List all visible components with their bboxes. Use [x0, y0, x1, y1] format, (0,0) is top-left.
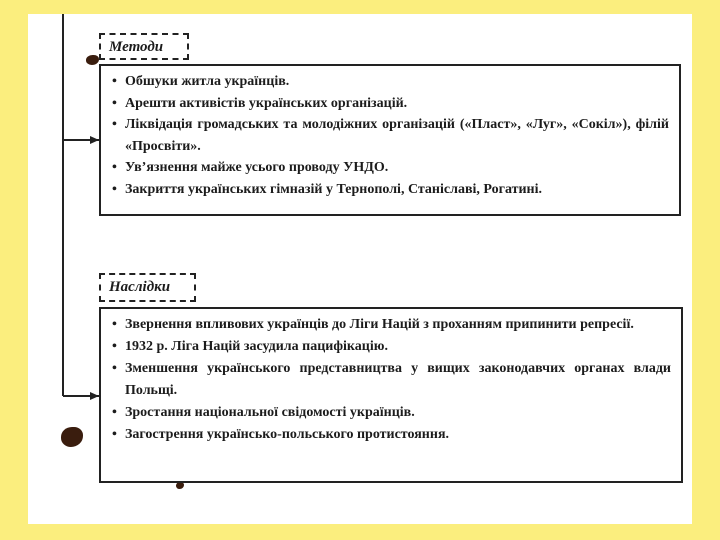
- methods-label: [99, 33, 189, 60]
- list-item: • Закриття українських гімназій у Тернополі, Станіславі, Рогатині.: [111, 179, 669, 201]
- results-box: [99, 307, 683, 483]
- results-label: [99, 273, 196, 302]
- list-item: • 1932 р. Ліга Націй засудила пацифікацію.: [111, 336, 671, 358]
- list-item: • Зростання національної свідомості українців.: [111, 402, 671, 424]
- results-label-text: Наслідки: [109, 279, 171, 295]
- list-item: • Обшуки житла українців.: [111, 71, 669, 93]
- list-item: • Зменшення українського представництва у вищих законодавчих органах влади Польщі.: [111, 358, 671, 402]
- list-item: • Ув’язнення майже усього проводу УНДО.: [111, 157, 669, 179]
- list-item: • Звернення впливових українців до Ліги Націй з проханням припинити репресії.: [111, 314, 671, 336]
- results-list: [111, 314, 671, 446]
- methods-box: [99, 64, 681, 216]
- list-item: • Ліквідація громадських та молодіжних організацій («Пласт», «Луг», «Сокіл»), філій «Просвіти».: [111, 114, 669, 157]
- list-item: • Загострення українсько-польського протистояння.: [111, 424, 671, 446]
- methods-label-text: Методи: [109, 39, 164, 55]
- list-item: • Арешти активістів українських організацій.: [111, 93, 669, 115]
- methods-list: [111, 71, 669, 200]
